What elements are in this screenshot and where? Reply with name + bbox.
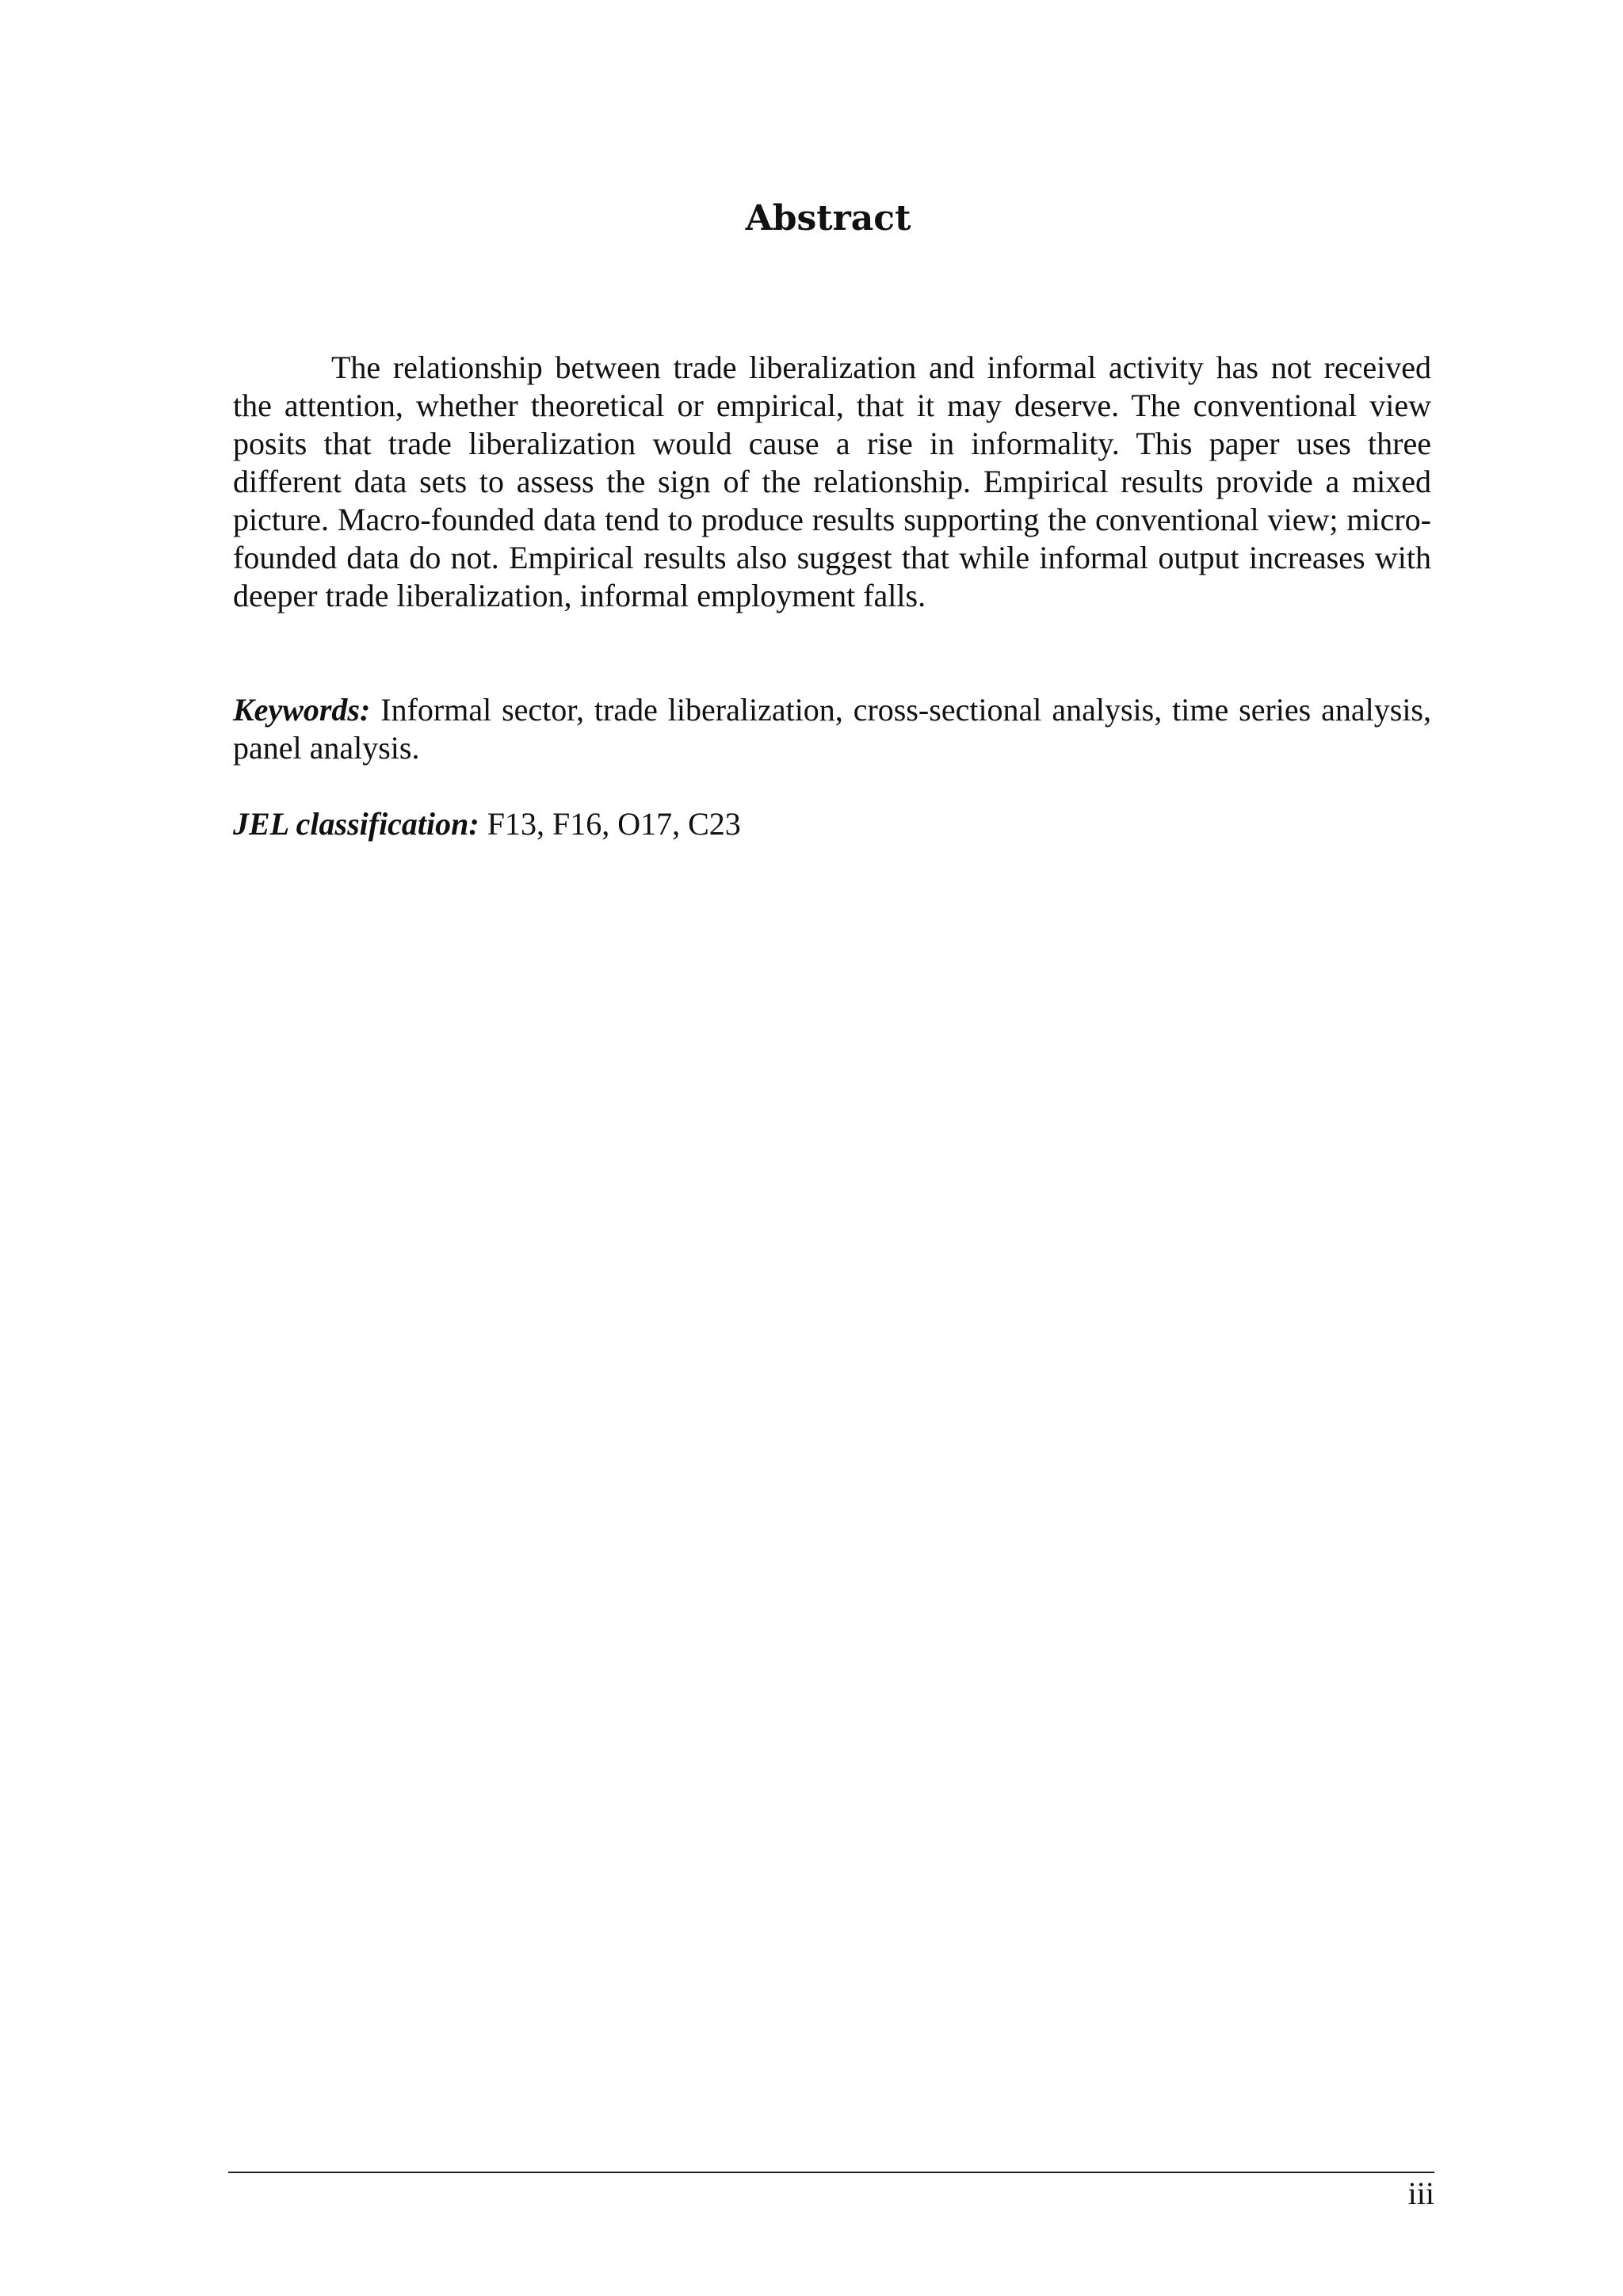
keywords-text: Informal sector, trade liberalization, cross-sectional analysis, time series analysis, panel analysis. <box>233 692 1431 766</box>
page-title: Abstract <box>745 198 911 239</box>
footer-divider <box>228 2172 1434 2173</box>
keywords-paragraph <box>233 691 1431 767</box>
jel-classification-paragraph <box>233 805 1431 843</box>
jel-classification-codes: F13, F16, O17, C23 <box>487 806 741 842</box>
keywords-label: Keywords: <box>233 692 371 728</box>
abstract-paragraph: The relationship between trade liberalization and informal activity has not received the attention, whether theoretical or empirical, that it may deserve. The conventional view posits that trade liberalization would cause a rise in informality. This paper uses three different data sets to assess the sign of the relationship. Empirical results provide a mixed picture. Macro-founded data tend to produce results supporting the conventional view; micro-founded data do not. Empirical results also suggest that while informal output increases with deeper trade liberalization, informal employment falls. <box>233 350 1431 613</box>
page-number: iii <box>1407 2176 1434 2211</box>
jel-classification-label: JEL classification: <box>233 806 479 842</box>
